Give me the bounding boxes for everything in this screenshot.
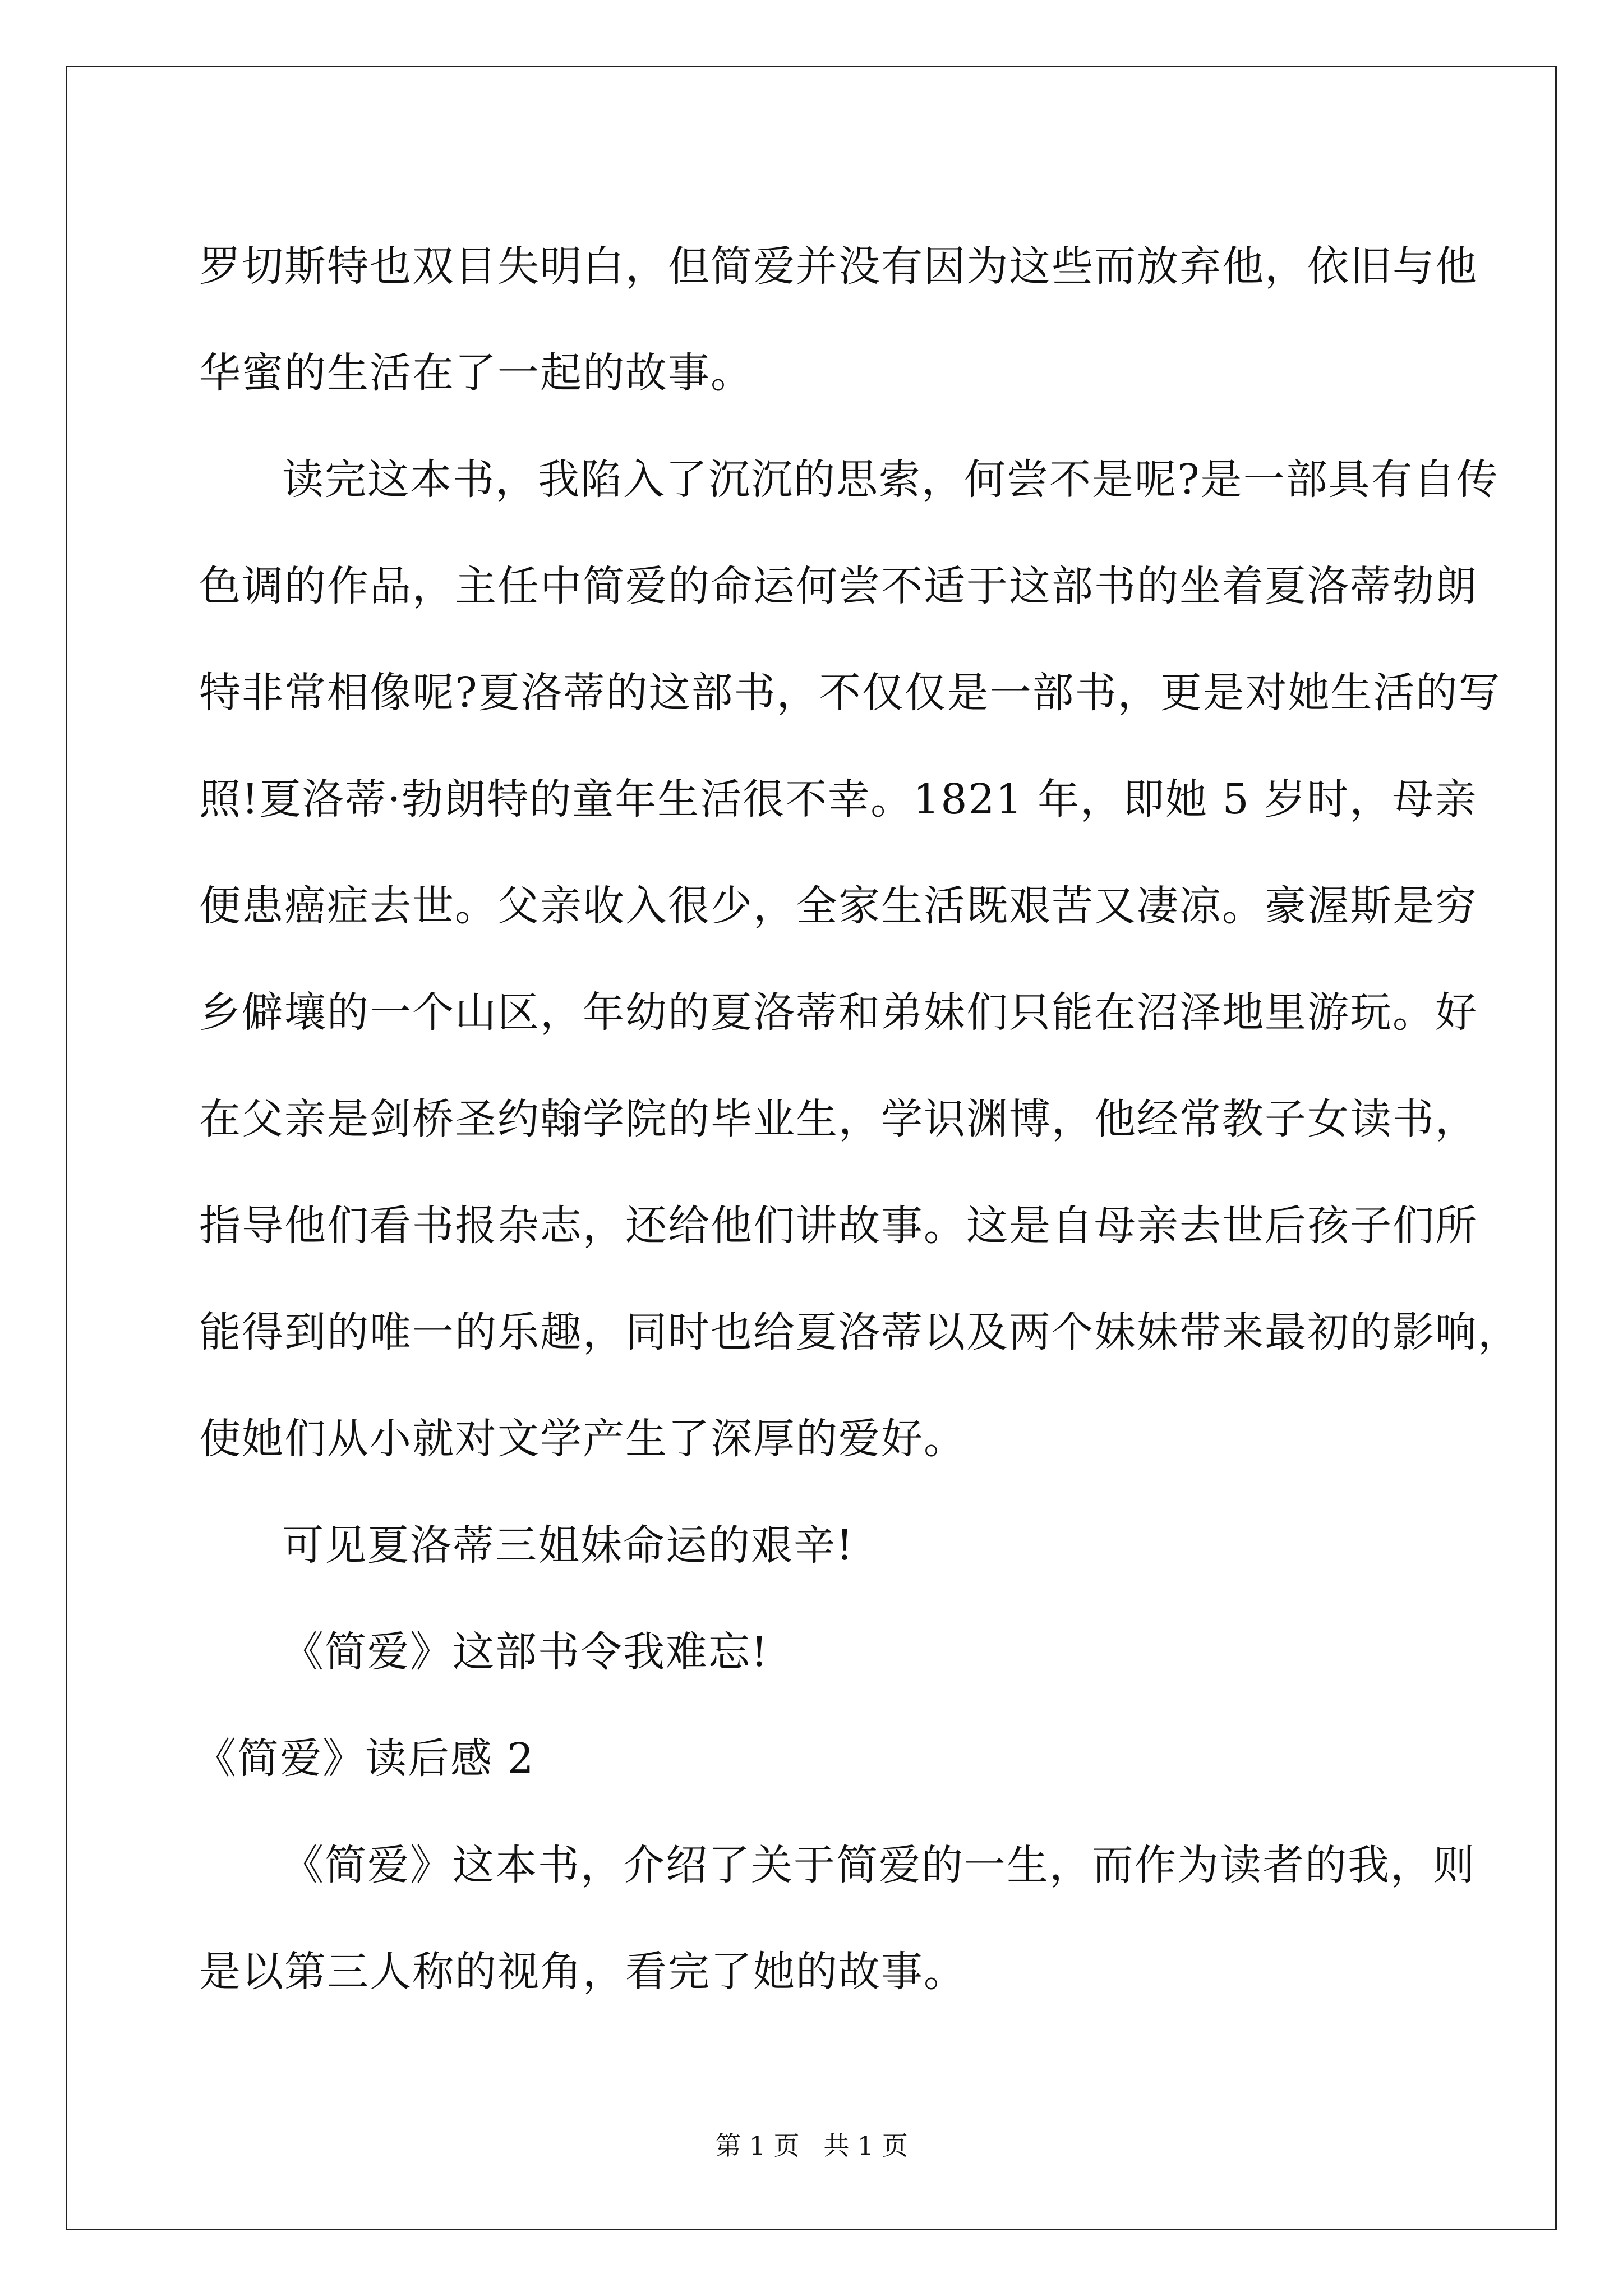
text-line: 照!夏洛蒂·勃朗特的童年生活很不幸。1821 年，即她 5 岁时，母亲 — [199, 775, 1478, 823]
text-line: 读完这本书，我陷入了沉沉的思索，何尝不是呢?是一部具有自传 — [282, 455, 1499, 504]
text-line: 特非常相像呢?夏洛蒂的这部书，不仅仅是一部书，更是对她生活的写 — [199, 669, 1501, 717]
text-line: 使她们从小就对文学产生了深厚的爱好。 — [199, 1415, 966, 1463]
page-footer — [0, 2129, 1623, 2162]
text-line: 《简爱》这本书，介绍了关于简爱的一生，而作为读者的我，则 — [282, 1841, 1476, 1889]
text-line: 华蜜的生活在了一起的故事。 — [199, 349, 753, 397]
text-line: 罗切斯特也双目失明白，但简爱并没有因为这些而放弃他，依旧与他 — [199, 242, 1478, 291]
text-line: 便患癌症去世。父亲收入很少，全家生活既艰苦又凄凉。豪渥斯是穷 — [199, 882, 1478, 930]
text-line: 可见夏洛蒂三姐妹命运的艰辛! — [282, 1521, 854, 1570]
section-heading: 《简爱》读后感 2 — [195, 1734, 535, 1783]
text-line: 在父亲是剑桥圣约翰学院的毕业生，学识渊博，他经常教子女读书， — [199, 1095, 1478, 1143]
page-total: 共 1 页 — [823, 2131, 908, 2161]
text-line: 能得到的唯一的乐趣，同时也给夏洛蒂以及两个妹妹带来最初的影响， — [199, 1308, 1520, 1356]
document-body — [195, 213, 1520, 2025]
text-line: 色调的作品，主任中简爱的命运何尝不适于这部书的坐着夏洛蒂勃朗 — [199, 562, 1478, 610]
text-line: 《简爱》这部书令我难忘! — [282, 1628, 769, 1676]
text-line: 指导他们看书报杂志，还给他们讲故事。这是自母亲去世后孩子们所 — [199, 1202, 1478, 1250]
text-line: 乡僻壤的一个山区，年幼的夏洛蒂和弟妹们只能在沼泽地里游玩。好 — [199, 988, 1478, 1037]
page-number: 第 1 页 — [715, 2131, 800, 2161]
text-line: 是以第三人称的视角，看完了她的故事。 — [199, 1948, 966, 1996]
